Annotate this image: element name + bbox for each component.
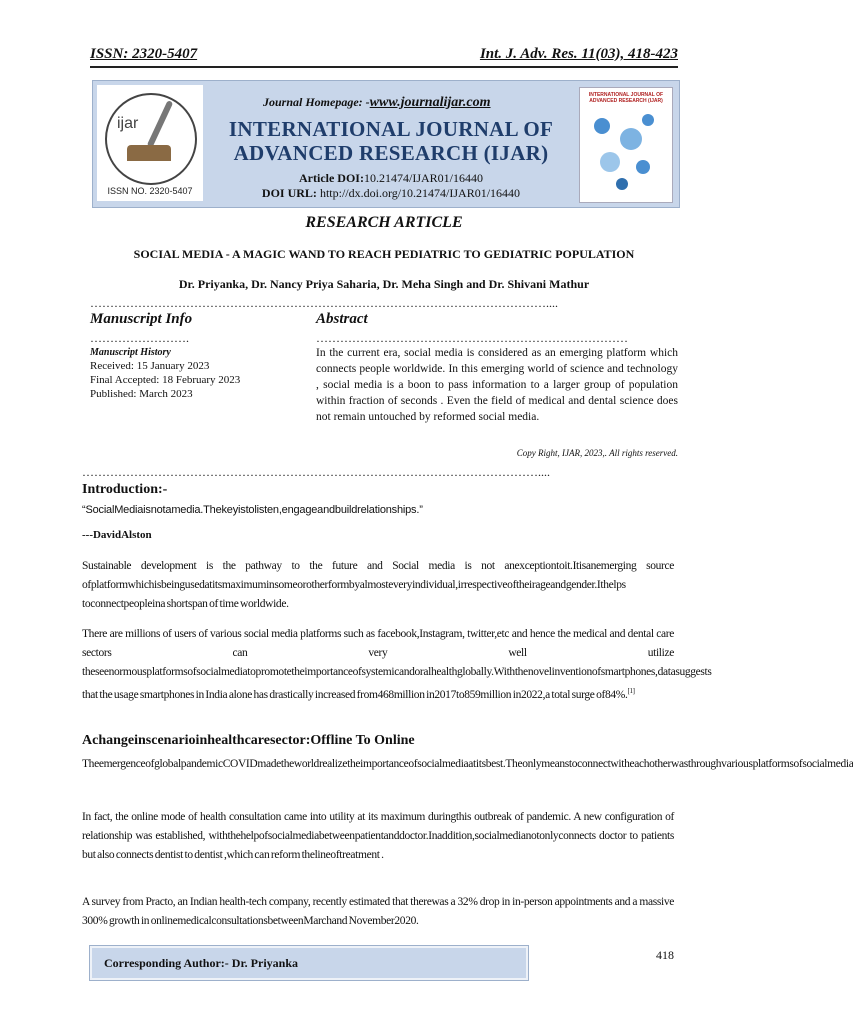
molecule-icon — [594, 118, 610, 134]
journal-banner — [92, 80, 680, 208]
logo-issn: ISSN NO. 2320-5407 — [107, 186, 193, 196]
journal-cover-image — [579, 87, 673, 203]
journal-logo — [97, 85, 203, 201]
journal-title — [221, 117, 561, 165]
dotted-divider: …………………………………………………………………… — [316, 331, 628, 345]
dotted-divider: …………………………………………………………………………………………………….... — [82, 465, 550, 479]
doi-url-label: DOI URL: — [261, 186, 317, 200]
quote-author: ---DavidAlston — [82, 529, 152, 541]
received-date: Received: 15 January 2023 — [90, 360, 210, 372]
paragraph-5: A survey from Practo, an Indian health-tech company, recently estimated that therewas a 32% drop in in-person appointments and a massive 300% growth in onlinemedicalconsultationsbetweenMarchand November2020. — [82, 896, 674, 927]
doi-value: 10.21474/IJAR01/16440 — [363, 171, 483, 185]
dotted-divider: ……………………. — [90, 331, 189, 345]
doi-url-link[interactable]: http://dx.doi.org/10.21474/IJAR01/16440 — [319, 186, 521, 200]
journal-title-line1: INTERNATIONAL JOURNAL OF — [228, 117, 554, 141]
running-header — [90, 46, 678, 68]
article-title: SOCIAL MEDIA - A MAGIC WAND TO REACH PEDIATRIC TO GEDIATRIC POPULATION — [133, 247, 635, 261]
article-doi — [221, 171, 561, 186]
paragraph-3: TheemergenceofglobalpandemicCOVIDmadetheworldrealizetheimportanceofsocialmediaatitsbest.Theonlymeanstoconnectwitheachotherwasthroughvariousplatformsofsocialmedia — [82, 758, 853, 770]
published-date: Published: March 2023 — [90, 388, 193, 400]
paragraph-2-text: There are millions of users of various social media platforms such as facebook,Instagram, twitter,etc and hence the medical and dental care sectors can very well utilize theseenormousplatformsofsocialmediatopromotetheimportanceofsystemicandoralhealthglobally.Withthenovelinventionofsmartphones,datasuggests that the usage smartphones in India alone has drastically increased from468million in2017to859million in2022,a total surge of84%. — [82, 628, 712, 701]
molecule-icon — [616, 178, 628, 190]
cover-title: INTERNATIONAL JOURNAL OF ADVANCED RESEARCH (IJAR) — [588, 92, 664, 104]
dotted-divider: …………………………………………………………………………………………………….... — [90, 296, 558, 310]
corresponding-author: Corresponding Author:- Dr. Priyanka — [104, 956, 299, 970]
molecule-icon — [636, 160, 650, 174]
opening-quote: “SocialMediaisnotamedia.Thekeyistolisten,engageandbuildrelationships.” — [82, 504, 423, 516]
homepage-link[interactable]: www.journalijar.com — [369, 95, 491, 110]
molecule-icon — [642, 114, 654, 126]
molecule-icon — [600, 152, 620, 172]
logo-text: ijar — [117, 115, 139, 132]
manuscript-info-heading: Manuscript Info — [90, 311, 193, 327]
abstract-heading: Abstract — [316, 311, 368, 327]
reference-marker[interactable]: [1] — [627, 687, 635, 695]
molecule-icon — [620, 128, 642, 150]
abstract-text: In the current era, social media is considered as an emerging platform which connects people worldwide. In this emerging world of science and technology , social media is a boon to pass information to a larger group of population within fraction of seconds . Even the field of medical and dental science does not remain untouched by reformed social media. — [316, 347, 678, 423]
paragraph-4: In fact, the online mode of health consultation came into utility at its maximum duringthis outbreak of pandemic. A new configuration of relationship was established, withthehelpofsocialmediabetweenpatientanddoctor.Inaddition,socialmedianotonlyconnects doctor to patients but also connects dentist to dentist ,which can reform thelineoftreatment . — [82, 811, 674, 861]
copyright-notice: Copy Right, IJAR, 2023,. All rights reserved. — [516, 448, 678, 458]
journal-title-line2: ADVANCED RESEARCH (IJAR) — [233, 141, 549, 165]
introduction-heading: Introduction:- — [82, 482, 168, 497]
doi-label: Article DOI: — [299, 171, 364, 185]
journal-homepage — [263, 95, 491, 111]
doi-url — [221, 186, 561, 201]
citation-header: Int. J. Adv. Res. 11(03), 418-423 — [479, 46, 678, 62]
paragraph-1: Sustainable development is the pathway to the future and Social media is not anexceptiontoit.Itisanemerging source ofplatformwhichisbeingusedatitsmaximuminsomeorotherformbyalmosteveryindividual,irrespectiveoftheirageandgender.Ithelps toconnectpeopleina shortspan of time worldwide. — [82, 560, 674, 610]
section-heading: Achangeinscenarioinhealthcaresector:Offline To Online — [82, 733, 415, 748]
corresponding-author-box — [90, 946, 528, 980]
manuscript-history-label: Manuscript History — [90, 347, 171, 358]
book-icon — [127, 145, 171, 161]
homepage-label: Journal Homepage: - — [263, 95, 370, 109]
issn-header: ISSN: 2320-5407 — [90, 46, 198, 62]
article-type: RESEARCH ARTICLE — [305, 214, 463, 231]
paragraph-2 — [82, 625, 712, 705]
article-authors: Dr. Priyanka, Dr. Nancy Priya Saharia, Dr. Meha Singh and Dr. Shivani Mathur — [178, 277, 590, 291]
accepted-date: Final Accepted: 18 February 2023 — [90, 374, 241, 386]
page-number: 418 — [656, 948, 674, 962]
